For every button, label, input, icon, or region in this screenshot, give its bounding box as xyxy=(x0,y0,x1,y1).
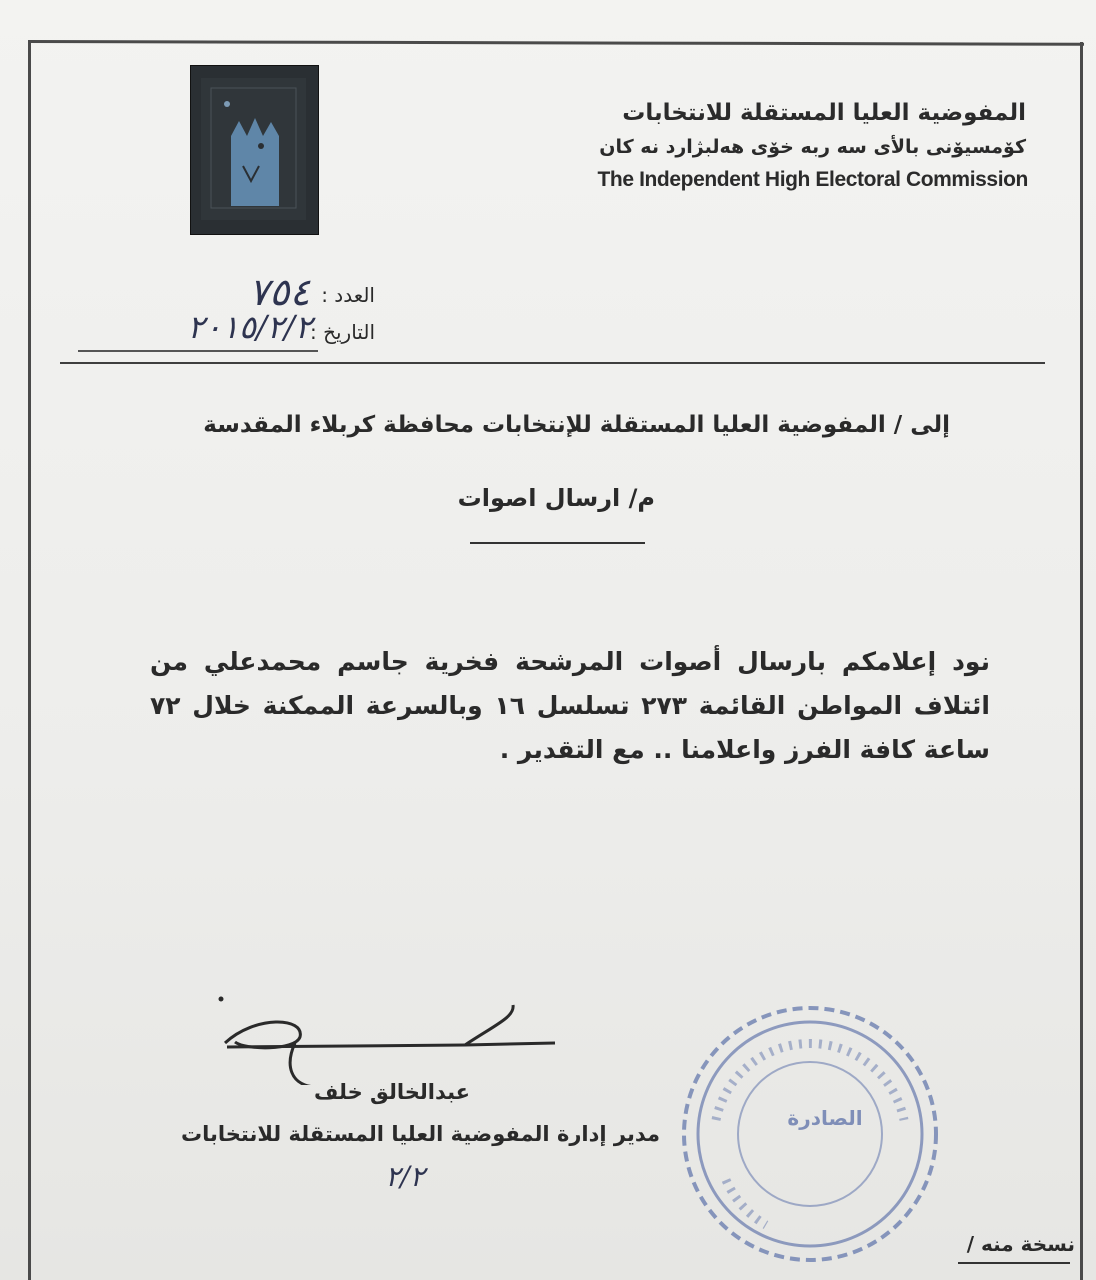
commission-logo xyxy=(190,65,319,235)
copy-to-underline xyxy=(958,1262,1070,1264)
header-arabic-name: المفوضية العليا المستقلة للانتخابات xyxy=(622,100,1026,126)
ballot-box-icon xyxy=(191,66,318,234)
subject-underline xyxy=(470,542,645,544)
reference-number-label: العدد : xyxy=(321,283,375,307)
date-underline xyxy=(78,350,318,352)
stamp-center-text: الصادرة xyxy=(787,1106,863,1130)
reference-number-value: ٧٥٤ xyxy=(248,270,310,314)
signatory-title: مدير إدارة المفوضية العليا المستقلة للانتخابات xyxy=(180,1122,660,1146)
frame-border-top xyxy=(28,40,1084,46)
letter-addressee: إلى / المفوضية العليا المستقلة للإنتخابات محافظة كربلاء المقدسة xyxy=(203,412,950,438)
header-separator xyxy=(60,362,1045,364)
letter-body: نود إعلامكم بارسال أصوات المرشحة فخرية جاسم محمدعلي من ائتلاف المواطن القائمة ٢٧٣ تسلسل ١٦ وبالسرعة الممكنة خلال ٧٢ ساعة كافة الفرز واعلامنا .. مع التقدير . xyxy=(150,647,990,764)
handwritten-signature xyxy=(215,995,565,1085)
reference-date-label: التاريخ : xyxy=(309,320,375,344)
frame-border-left xyxy=(28,40,31,1280)
signatory-name: عبدالخالق خلف xyxy=(314,1080,470,1104)
frame-border-right xyxy=(1080,42,1083,1280)
header-kurdish-name: كۆمسيۆنی بالأى سه ربه خۆی هه‌لبژارد نه كان xyxy=(599,136,1026,158)
reference-date-value: ٢٠١٥/٢/٢ xyxy=(187,308,312,346)
header-english-name: The Independent High Electoral Commission xyxy=(597,168,1028,191)
signature-date: ٢/٢ xyxy=(385,1160,425,1193)
letter-subject: م/ ارسال اصوات xyxy=(457,484,655,512)
copy-to-label: نسخة منه / xyxy=(966,1232,1075,1256)
